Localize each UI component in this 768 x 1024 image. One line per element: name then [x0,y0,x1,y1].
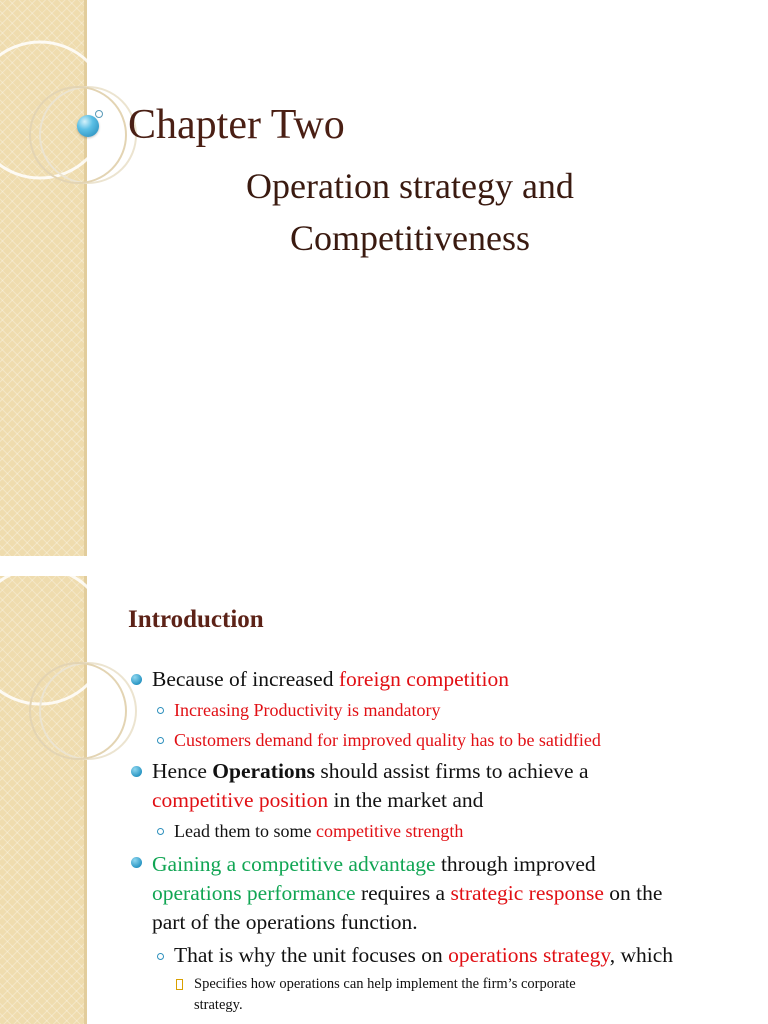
bullet-1-2: Customers demand for improved quality has to be satidfied [174,730,601,750]
slide-subtitle [180,160,640,264]
bullet-2 [152,757,589,815]
bullet-3-1-1-line-2: strategy. [194,997,243,1013]
decorative-left-strip [0,576,84,1024]
ring-bullet-icon [157,953,164,960]
bullet-3-highlight-green-2: operations performance [152,881,356,905]
bullet-3-highlight-red: strategic response [450,881,604,905]
bullet-2-highlight: competitive position [152,788,329,812]
section-heading: Introduction [128,606,264,633]
bullet-2-1 [174,820,463,842]
blue-dot-icon [131,674,142,685]
bullet-3-text-2: requires a [355,881,451,905]
bullet-3-1-text-end: , which [609,943,673,967]
square-bullet-icon [176,979,183,990]
blue-dot-icon [131,766,142,777]
bullet-3-1 [174,941,673,970]
introduction-slide [0,576,768,1024]
strip-edge [84,576,87,1024]
bullet-2-1-highlight: competitive strength [315,821,464,841]
blue-dot-icon [131,857,142,868]
bullet-2-1-text: Lead them to some [174,821,316,841]
bullet-1 [152,665,509,694]
bullet-3-highlight-green: Gaining a competitive advantage [152,852,436,876]
bullet-3 [152,850,662,937]
bullet-3-1-1-line-1: Specifies how operations can help implement the firm’s corporate [194,976,576,992]
bullet-3-text-4: part of the operations function. [152,910,418,934]
bullet-3-text-3: on the [603,881,663,905]
bullet-2-text: Hence [152,759,213,783]
subtitle-line-1: Operation strategy and [246,166,574,206]
bullet-2-text-cont: should assist firms to achieve a [315,759,589,783]
ring-bullet-icon [157,707,164,714]
bullet-1-text: Because of increased [152,667,339,691]
bullet-2-text-end: in the market and [328,788,484,812]
decorative-left-strip [0,0,84,556]
strip-edge [84,0,87,556]
bullet-3-1-highlight: operations strategy [448,943,610,967]
ring-bullet-icon [157,737,164,744]
bullet-1-1: Increasing Productivity is mandatory [174,700,441,720]
ring-bullet-icon [157,828,164,835]
small-circle-icon [95,110,103,118]
bullet-3-1-1 [194,974,576,1016]
bullet-3-text: through improved [435,852,596,876]
slide-title: Chapter Two [128,102,345,148]
blue-bead-icon [77,115,99,137]
bullet-3-1-text: That is why the unit focuses on [174,943,449,967]
subtitle-line-2: Competitiveness [290,218,530,258]
bullet-1-highlight: foreign competition [338,667,510,691]
bullet-2-bold: Operations [212,759,316,783]
